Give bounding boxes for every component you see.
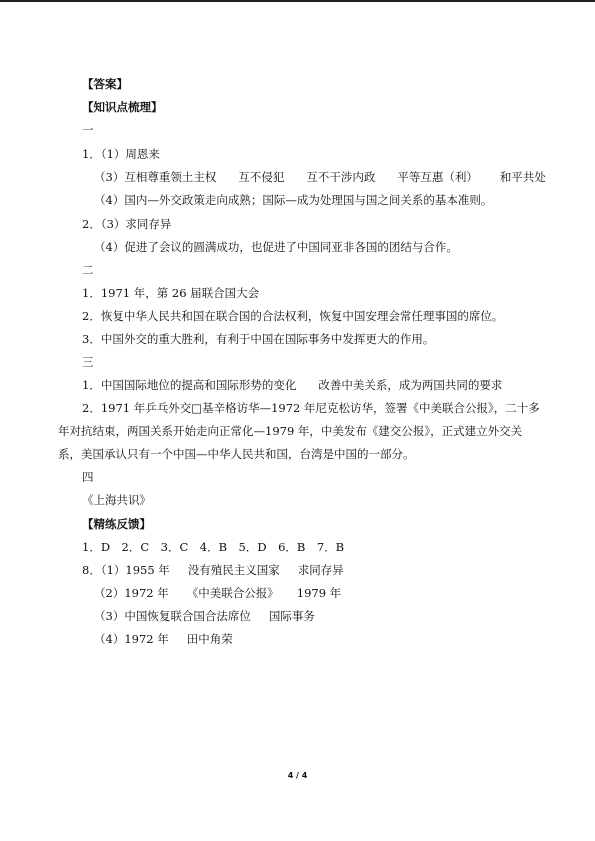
line-17-part: （3）中国恢复联合国合法席位 <box>94 609 251 623</box>
line-16-part: 1979 年 <box>296 586 342 600</box>
line-2 <box>94 167 546 187</box>
line-15-part: 求同存异 <box>297 563 344 577</box>
line-13: 《上海共识》 <box>82 493 151 507</box>
line-3: （4）国内—外交政策走向成熟；国际—成为处理国与国之间关系的基本准则。 <box>94 193 493 207</box>
line-2-part: 互不侵犯 <box>238 170 285 184</box>
page-number: 4 / 4 <box>287 771 308 780</box>
section-one: 一 <box>82 123 94 137</box>
line-15 <box>82 560 344 580</box>
line-9-part: 改善中美关系，成为两国共同的要求 <box>318 378 503 392</box>
line-18-part: （4）1972 年 <box>94 632 169 646</box>
line-7: 2．恢复中华人民共和国在联合国的合法权利，恢复中国安理会常任理事国的席位。 <box>82 309 504 323</box>
line-15-part: 没有殖民主义国家 <box>187 563 280 577</box>
line-11: 年对抗结束，两国关系开始走向正常化—1979 年，中美发布《建交公报》，正式建立外交关 <box>58 424 523 438</box>
line-2-part: 平等互惠（利） <box>397 170 478 184</box>
line-12: 系，美国承认只有一个中国—中华人民共和国，台湾是中国的一部分。 <box>58 447 415 461</box>
feedback-heading: 【精练反馈】 <box>82 517 151 531</box>
line-9 <box>82 375 502 395</box>
line-16-part: （2）1972 年 <box>94 586 169 600</box>
line-2-part: （3）互相尊重领土主权 <box>94 170 217 184</box>
answer-heading: 【答案】 <box>82 77 128 91</box>
line-10: 2．1971 年乒乓外交□基辛格访华—1972 年尼克松访华，签署《中美联合公报》，二十多 <box>82 401 540 415</box>
top-rule <box>0 0 595 2</box>
line-1: 1．（1）周恩来 <box>82 147 160 161</box>
line-4: 2．（3）求同存异 <box>82 217 172 231</box>
line-2-part: 和平共处 <box>499 170 546 184</box>
line-5: （4）促进了会议的圆满成功，也促进了中国同亚非各国的团结与合作。 <box>94 240 458 254</box>
line-2-part: 互不干涉内政 <box>306 170 376 184</box>
line-16 <box>94 583 341 603</box>
line-8: 3．中国外交的重大胜利，有利于中国在国际事务中发挥更大的作用。 <box>82 332 435 346</box>
section-three: 三 <box>82 355 94 369</box>
line-15-part: 8．（1）1955 年 <box>82 563 170 577</box>
line-14: 1．D 2．C 3．C 4．B 5．D 6．B 7．B <box>82 540 345 554</box>
line-18 <box>94 629 233 649</box>
line-18-part: 田中角荣 <box>186 632 233 646</box>
line-9-part: 1．中国国际地位的提高和国际形势的变化 <box>82 378 297 392</box>
line-16-part: 《中美联合公报》 <box>186 586 279 600</box>
section-two: 二 <box>82 263 94 277</box>
line-17 <box>94 606 315 626</box>
section-four: 四 <box>82 470 94 484</box>
line-17-part: 国际事务 <box>268 609 315 623</box>
knowledge-heading: 【知识点梳理】 <box>82 100 163 114</box>
line-6: 1．1971 年，第 26 届联合国大会 <box>82 286 260 300</box>
